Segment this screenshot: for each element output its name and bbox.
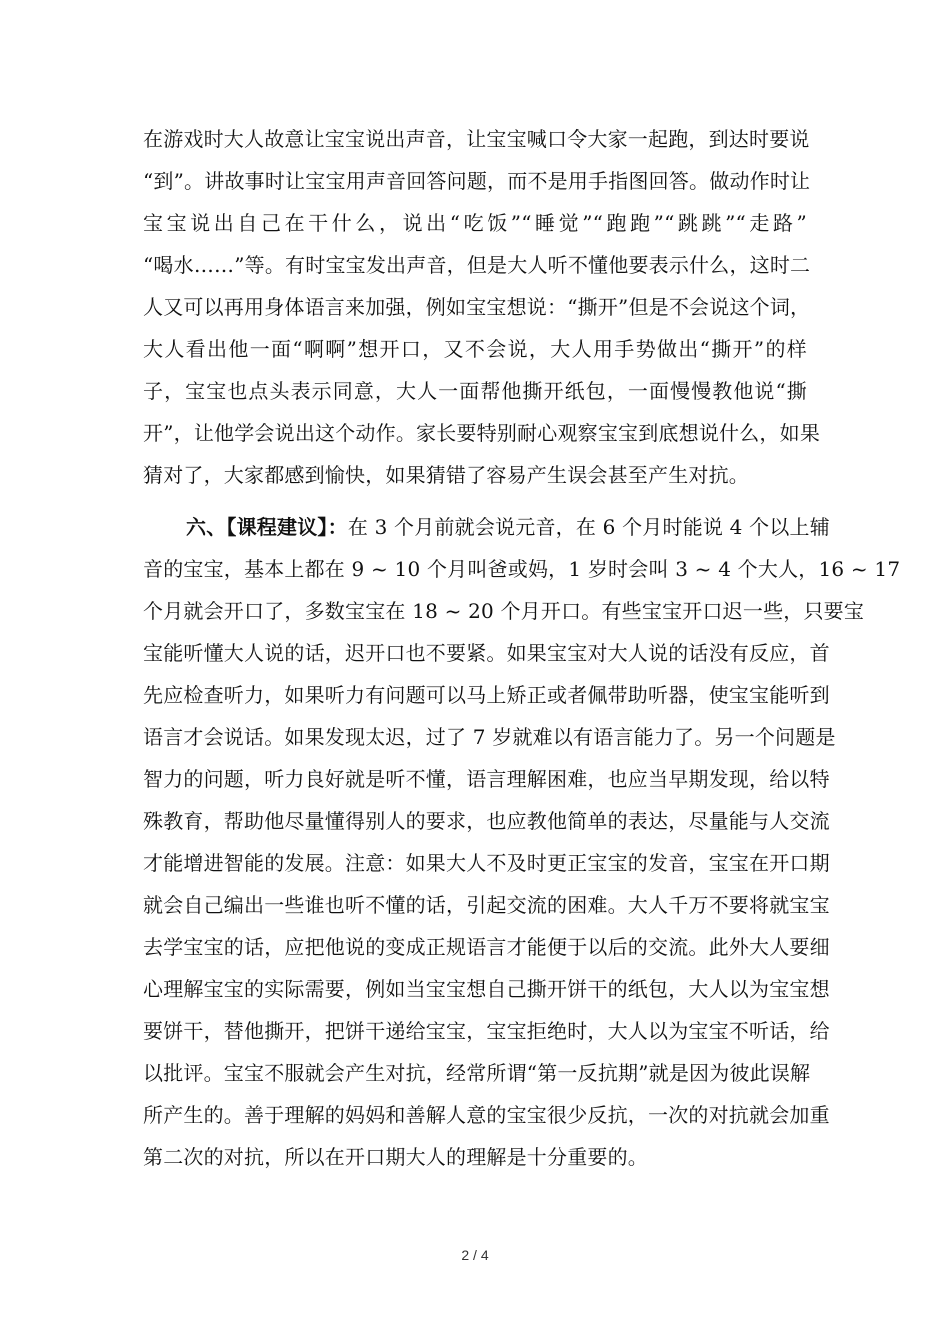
paragraph-2-line: 殊教育，帮助他尽量懂得别人的要求，也应教他简单的表达，尽量能与人交流 bbox=[143, 809, 830, 833]
paragraph-1-line: “喝水……”等。有时宝宝发出声音，但是大人听不懂他要表示什么，这时二 bbox=[143, 253, 811, 277]
paragraph-1-line: 猜对了，大家都感到愉快，如果猜错了容易产生误会甚至产生对抗。 bbox=[143, 463, 749, 487]
paragraph-1-line: 大人看出他一面“啊啊”想开口，又不会说，大人用手势做出“撕开”的样 bbox=[143, 337, 807, 361]
paragraph-2-line: 音的宝宝，基本上都在 9 ~ 10 个月叫爸或妈，1 岁时会叫 3 ~ 4 个大人，16 ~ 17 bbox=[143, 557, 901, 581]
paragraph-2-line: 要饼干，替他撕开，把饼干递给宝宝，宝宝拒绝时，大人以为宝宝不听话，给 bbox=[143, 1019, 830, 1043]
section-heading: 六、【课程建议】： bbox=[186, 515, 348, 539]
paragraph-2-line: 心理解宝宝的实际需要，例如当宝宝想自己撕开饼干的纸包，大人以为宝宝想 bbox=[143, 977, 830, 1001]
paragraph-2-line: 才能增进智能的发展。注意：如果大人不及时更正宝宝的发音，宝宝在开口期 bbox=[143, 851, 830, 875]
paragraph-2-line: 语言才会说话。如果发现太迟，过了 7 岁就难以有语言能力了。另一个问题是 bbox=[143, 725, 836, 749]
paragraph-2-line: 以批评。宝宝不服就会产生对抗，经常所谓“第一反抗期”就是因为彼此误解 bbox=[143, 1061, 811, 1085]
paragraph-1-line: 在游戏时大人故意让宝宝说出声音，让宝宝喊口令大家一起跑，到达时要说 bbox=[143, 127, 810, 151]
paragraph-2-first-line-text: 在 3 个月前就会说元音，在 6 个月时能说 4 个以上辅 bbox=[347, 515, 830, 539]
paragraph-2-line: 个月就会开口了，多数宝宝在 18 ~ 20 个月开口。有些宝宝开口迟一些，只要宝 bbox=[143, 599, 865, 623]
paragraph-1-line: 子，宝宝也点头表示同意，大人一面帮他撕开纸包，一面慢慢教他说“撕 bbox=[143, 379, 807, 403]
paragraph-2-line: 去学宝宝的话，应把他说的变成正规语言才能便于以后的交流。此外大人要细 bbox=[143, 935, 830, 959]
paragraph-2-line: 所产生的。善于理解的妈妈和善解人意的宝宝很少反抗，一次的对抗就会加重 bbox=[143, 1103, 830, 1127]
paragraph-2-line: 就会自己编出一些谁也听不懂的话，引起交流的困难。大人千万不要将就宝宝 bbox=[143, 893, 830, 917]
paragraph-1-line: 人又可以再用身体语言来加强，例如宝宝想说：“撕开”但是不会说这个词， bbox=[143, 295, 811, 319]
paragraph-1-line: 宝宝说出自己在干什么，说出“吃饭”“睡觉”“跑跑”“跳跳”“走路” bbox=[143, 211, 807, 235]
page-number: 2 / 4 bbox=[461, 1247, 489, 1263]
paragraph-2-first-line bbox=[186, 513, 830, 541]
paragraph-2-line: 先应检查听力，如果听力有问题可以马上矫正或者佩带助听器，使宝宝能听到 bbox=[143, 683, 830, 707]
paragraph-2-line: 智力的问题，听力良好就是听不懂，语言理解困难，也应当早期发现，给以特 bbox=[143, 767, 830, 791]
paragraph-2-line: 第二次的对抗，所以在开口期大人的理解是十分重要的。 bbox=[143, 1145, 648, 1169]
paragraph-1-line: 开”，让他学会说出这个动作。家长要特别耐心观察宝宝到底想说什么，如果 bbox=[143, 421, 821, 445]
paragraph-1-line: “到”。讲故事时让宝宝用声音回答问题，而不是用手指图回答。做动作时让 bbox=[143, 169, 811, 193]
paragraph-2-line: 宝能听懂大人说的话，迟开口也不要紧。如果宝宝对大人说的话没有反应，首 bbox=[143, 641, 830, 665]
